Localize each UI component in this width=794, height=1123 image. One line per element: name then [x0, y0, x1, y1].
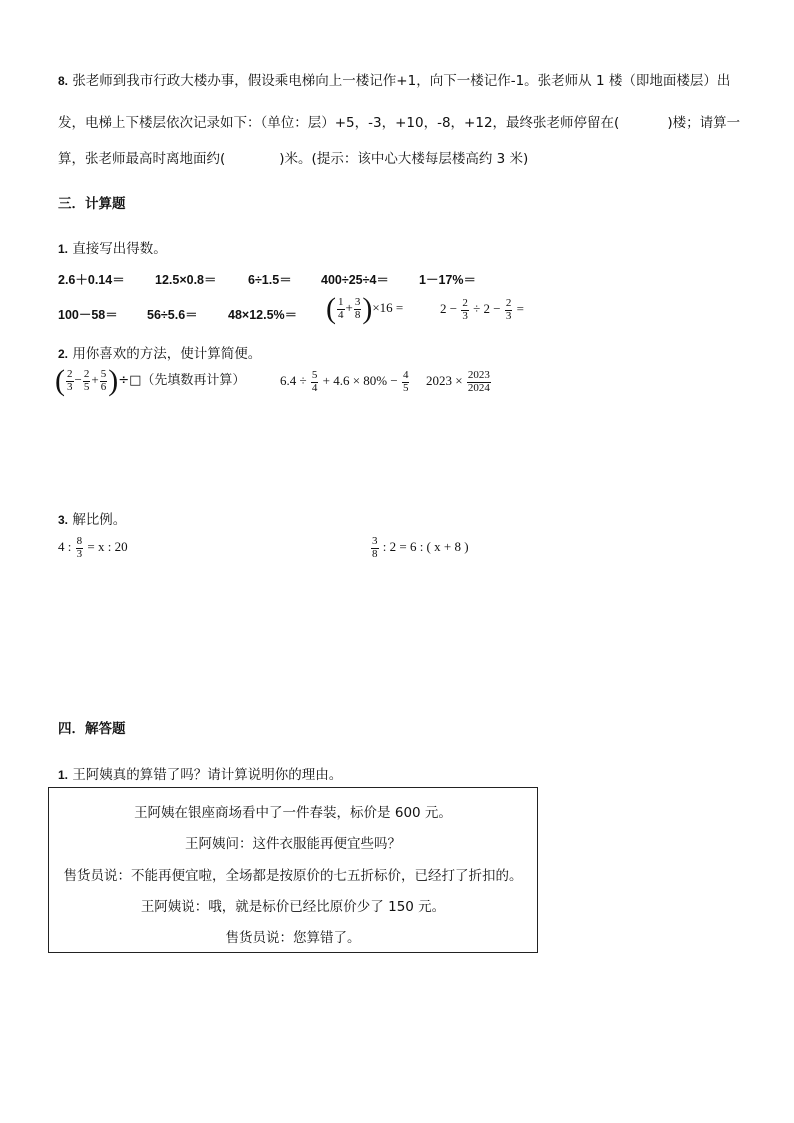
calc-row2-expr5: 2 − $\frac{2}{3}$ ÷ 2 − $\frac{2}{3}$ = [440, 297, 524, 322]
calc-row1-item2: 12.5×0.8＝ [155, 273, 217, 287]
s4-q1-heading [58, 763, 342, 783]
s3-q2-number: 2. [58, 347, 69, 361]
s3-q1-heading [58, 237, 167, 257]
s4-q1-text: 王阿姨真的算错了吗？请计算说明你的理由。 [72, 767, 343, 783]
s3-q3-heading [58, 508, 126, 528]
proportion-2: $\frac{3}{8}$ : 2 = 6 : ( x + 8 ) [372, 535, 469, 560]
dialogue-line-4: 王阿姨说：哦，就是标价已经比原价少了 150 元。 [140, 899, 446, 915]
q8-line-3 [58, 147, 528, 167]
q8-text-line-3b: )米。(提示：该中心大楼每层楼高约 3 米) [279, 151, 529, 167]
dialogue-box [48, 787, 538, 953]
section4-title: 四．解答题 [58, 721, 126, 737]
s3-q3-number: 3. [58, 513, 69, 527]
dialogue-line-2: 王阿姨问：这件衣服能再便宜些吗？ [185, 836, 401, 852]
calc-row2-item1: 100－58＝ [58, 308, 118, 322]
proportion-1: 4 : $\frac{8}{3}$ = x : 20 [58, 535, 128, 560]
s3-q1-number: 1. [58, 242, 69, 256]
dialogue-line-3: 售货员说：不能再便宜啦，全场都是按原价的七五折标价，已经打了折扣的。 [63, 868, 523, 884]
s3-q2-text: 用你喜欢的方法，使计算简便。 [72, 346, 262, 362]
s3-q3-text: 解比例。 [72, 512, 127, 528]
simplify-expr3: 2023 × $\frac{2023}{2024}$ [426, 369, 490, 394]
q8-line-2 [58, 111, 740, 131]
section3-title: 三．计算题 [58, 196, 126, 212]
simplify-expr2: 6.4 ÷ $\frac{5}{4}$ + 4.6 × 80% − $\frac{4}{5}$ [280, 369, 409, 394]
calc-row1-item4: 400÷25÷4＝ [321, 273, 389, 287]
q8-text-line-2a: 发，电梯上下楼层依次记录如下：（单位：层）+5，-3，+10，-8，+12，最终张老师停留在( [58, 115, 620, 131]
calc-row2-expr4: ( $\frac{1}{4}$ + $\frac{3}{8}$ )×16 = [326, 292, 404, 325]
s4-q1-number: 1. [58, 768, 69, 782]
simplify-expr1: ( $\frac{2}{3}$ − $\frac{2}{5}$ + $\frac{5}{6}$ )÷□（先填数再计算） [55, 364, 246, 397]
q8-text-line-2b: )楼；请算一 [667, 115, 741, 131]
q8-text-line-1: 张老师到我市行政大楼办事，假设乘电梯向上一楼记作+1，向下一楼记作-1。张老师从 1 楼（即地面楼层）出 [72, 73, 731, 89]
q8-line-1 [58, 69, 730, 89]
dialogue-line-1: 王阿姨在银座商场看中了一件春装，标价是 600 元。 [134, 805, 452, 821]
s3-q2-heading [58, 342, 261, 362]
q8-number: 8. [58, 74, 69, 88]
s3-q1-text: 直接写出得数。 [72, 241, 167, 257]
calc-row2-item3: 48×12.5%＝ [228, 308, 298, 322]
calc-row1-item3: 6÷1.5＝ [248, 273, 292, 287]
calc-row2-item2: 56÷5.6＝ [147, 308, 198, 322]
dialogue-line-5: 售货员说：您算错了。 [225, 930, 361, 946]
q8-text-line-3a: 算，张老师最高时离地面约( [58, 151, 226, 167]
calc-row1-item5: 1－17%＝ [419, 273, 476, 287]
calc-row1-item1: 2.6＋0.14＝ [58, 273, 125, 287]
